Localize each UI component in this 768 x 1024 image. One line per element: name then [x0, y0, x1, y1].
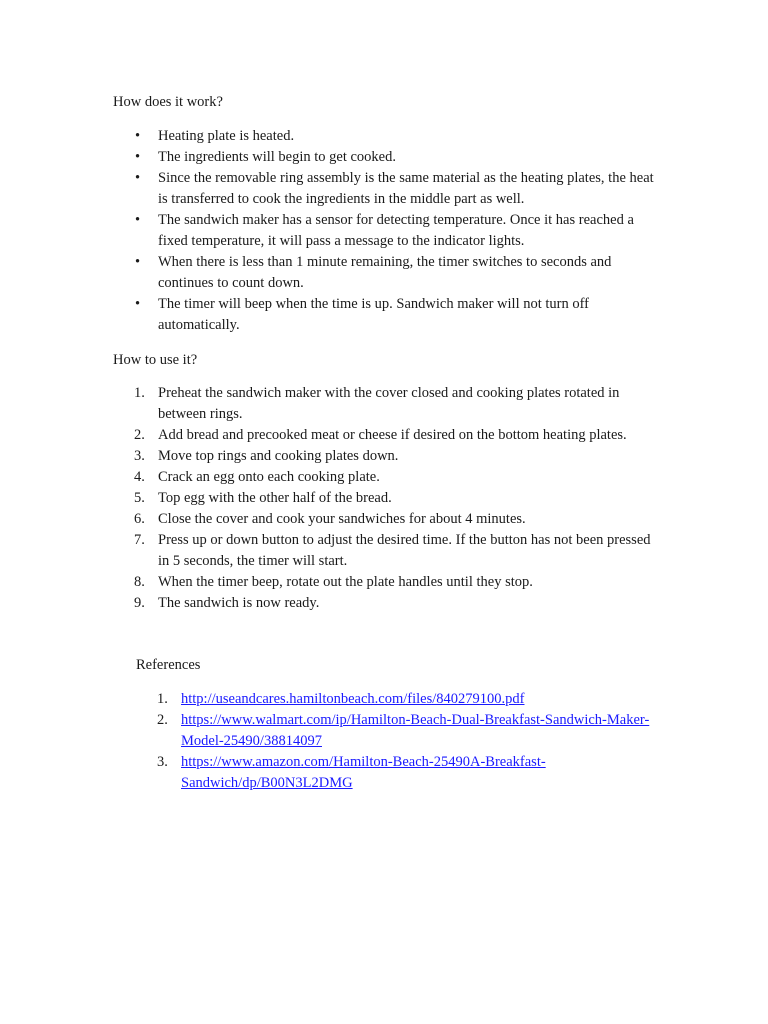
item-number: 9. — [134, 595, 145, 611]
reference-item — [157, 710, 651, 752]
list-item — [134, 488, 663, 509]
item-number: 5. — [134, 490, 145, 506]
list-item — [134, 425, 663, 446]
list-item: • Heating plate is heated. — [158, 126, 663, 147]
how-it-works-heading: How does it work? — [113, 94, 223, 110]
reference-item — [157, 752, 651, 794]
item-text: Top egg with the other half of the bread. — [158, 490, 392, 506]
item-text: Add bread and precooked meat or cheese if desired on the bottom heating plates. — [158, 427, 627, 443]
item-number: 4. — [134, 469, 145, 485]
item-text: Preheat the sandwich maker with the cover closed and cooking plates rotated in between rings. — [158, 385, 620, 422]
list-item — [134, 593, 663, 614]
list-item: • The timer will beep when the time is up. Sandwich maker will not turn off automatically. — [158, 294, 663, 336]
how-it-works-list — [158, 126, 663, 336]
item-number: 8. — [134, 574, 145, 590]
how-to-use-list — [134, 383, 663, 614]
how-to-use-heading: How to use it? — [113, 352, 198, 368]
item-text: Close the cover and cook your sandwiches for about 4 minutes. — [158, 511, 526, 527]
item-text: When the timer beep, rotate out the plate handles until they stop. — [158, 574, 533, 590]
item-number: 2. — [134, 427, 145, 443]
list-item — [134, 530, 663, 572]
reference-link-walmart[interactable]: https://www.walmart.com/ip/Hamilton-Beach-Dual-Breakfast-Sandwich-Maker-Model-25490/38814097 — [181, 712, 650, 749]
item-number: 2. — [157, 712, 168, 728]
item-number: 1. — [134, 385, 145, 401]
list-item — [134, 383, 663, 425]
item-number: 6. — [134, 511, 145, 527]
item-number: 1. — [157, 691, 168, 707]
item-text: Move top rings and cooking plates down. — [158, 448, 399, 464]
reference-link-amazon[interactable]: https://www.amazon.com/Hamilton-Beach-25490A-Breakfast-Sandwich/dp/B00N3L2DMG — [181, 754, 546, 791]
list-item: • When there is less than 1 minute remaining, the timer switches to seconds and continues to count down. — [158, 252, 663, 294]
list-item: • Since the removable ring assembly is the same material as the heating plates, the heat is transferred to cook the ingredients in the middle part as well. — [158, 168, 663, 210]
list-item — [134, 446, 663, 467]
reference-link-hamiltonbeach[interactable]: http://useandcares.hamiltonbeach.com/files/840279100.pdf — [181, 691, 525, 707]
item-number: 3. — [134, 448, 145, 464]
item-text: The sandwich is now ready. — [158, 595, 320, 611]
reference-item — [157, 689, 651, 710]
list-item — [134, 572, 663, 593]
item-number: 7. — [134, 532, 145, 548]
item-text: Press up or down button to adjust the desired time. If the button has not been pressed in 5 seconds, the timer will start. — [158, 532, 651, 569]
list-item: • The ingredients will begin to get cooked. — [158, 147, 663, 168]
references-heading: References — [136, 657, 201, 673]
list-item — [134, 467, 663, 488]
list-item: • The sandwich maker has a sensor for detecting temperature. Once it has reached a fixed temperature, it will pass a message to the indicator lights. — [158, 210, 663, 252]
references-list — [157, 689, 651, 794]
item-text: Crack an egg onto each cooking plate. — [158, 469, 380, 485]
item-number: 3. — [157, 754, 168, 770]
list-item — [134, 509, 663, 530]
